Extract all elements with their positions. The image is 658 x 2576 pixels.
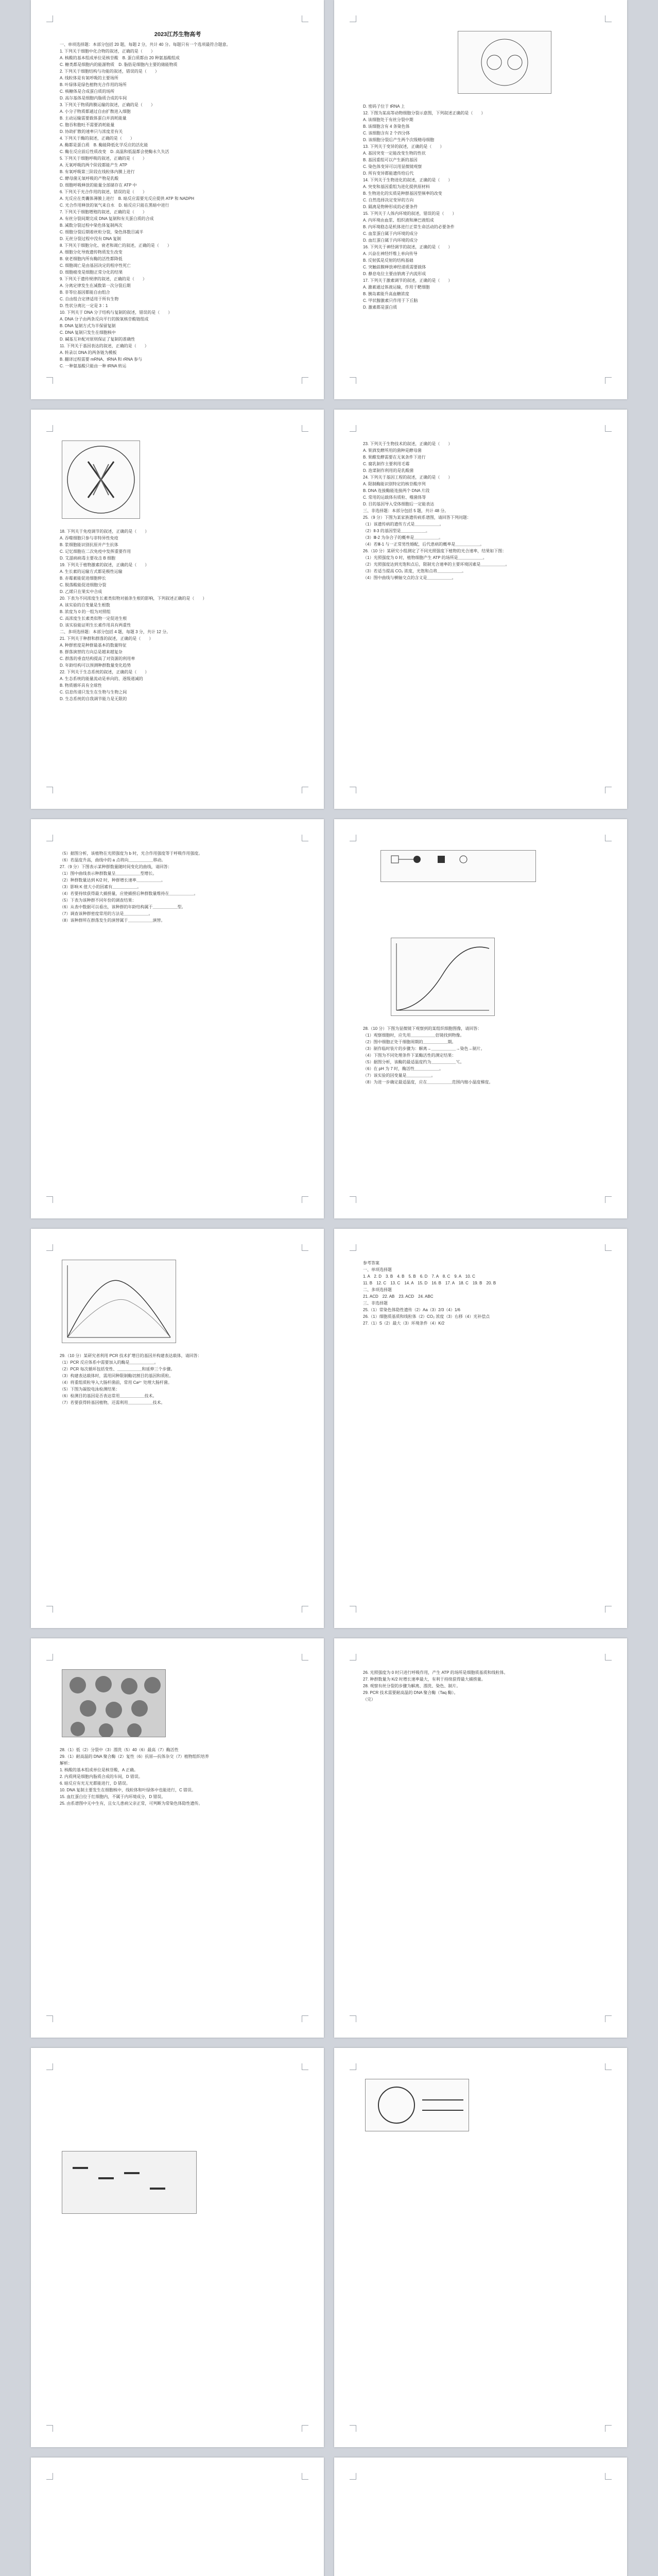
document-viewer — [31, 0, 627, 2576]
text-line: B. 反射弧是反射的结构基础 — [363, 258, 413, 263]
text-line: 21. 下列关于种群和群落的叙述，正确的是（ ） — [60, 636, 153, 641]
text-line: 一、单项选择题：本部分包括 20 题，每题 2 分，共计 40 分。每题只有一个选项最符合题意。 — [60, 42, 231, 47]
text-line: 23. 下列关于生物技术的叙述，正确的是（ ） — [363, 442, 453, 446]
text-line: 8. 下列关于细胞分化、衰老和凋亡的叙述，正确的是（ ） — [60, 243, 171, 248]
text-line: 22. 下列关于生态系统的叙述，正确的是（ ） — [60, 670, 149, 674]
plasmid-figure — [365, 2079, 469, 2131]
text-line: 28.（1）低（2）分裂中（3）漂洗（5）40（6）最高（7）酶活性 — [60, 1748, 179, 1752]
text-line: D. 目的基因导入受体细胞后一定能表达 — [363, 502, 435, 506]
text-line: B. 生物进化的实质是种群基因型频率的改变 — [363, 191, 442, 196]
text-line: 18. 下列关于免疫调节的叙述，正确的是（ ） — [60, 529, 149, 534]
page-4 — [334, 410, 627, 809]
text-line: C. 细胞分裂后期着丝粒分裂，染色体数目减半 — [60, 230, 144, 234]
text-line: D. 细胞癌变是细胞正常分化的结果 — [60, 270, 123, 275]
text-line: A. 基因突变一定能改变生物的性状 — [363, 151, 426, 156]
text-line: （7）该实验的因变量是＿＿＿＿＿＿。 — [363, 1073, 436, 1078]
text-line: D. 该实验能证明生长素作用具有两重性 — [60, 623, 131, 628]
text-line: 16. 下列关于神经调节的叙述，正确的是（ ） — [363, 245, 453, 249]
text-line: C. 染色体变异可以用显微镜观察 — [363, 164, 422, 169]
text-line: 2. 下列关于细胞结构与功能的叙述，错误的是（ ） — [60, 69, 159, 74]
text-line: 27.（1）S（2）最大（3）环境条件（4）K/2 — [363, 1321, 445, 1326]
text-line: （1）图中曲线表示种群数量呈＿＿＿＿＿＿型增长。 — [60, 871, 157, 876]
text-line: A. 种群密度是种群最基本的数量特征 — [60, 643, 127, 648]
text-line: B. 该细胞含有 4 条染色体 — [363, 124, 410, 129]
text-line: 27. 种群数量为 K/2 时增长速率最大，有利于持续获得最大捕捞量。 — [363, 1677, 486, 1682]
text-line: 21. ACD 22. AB 23. ACD 24. ABC — [363, 1294, 434, 1299]
text-line: D. 细胞呼吸释放的能量全部储存在 ATP 中 — [60, 183, 137, 188]
text-line: 26.（10 分）某研究小组测定了不同光照强度下植物的光合速率，结果如下图： — [363, 549, 507, 553]
text-line: （5）下图为凝胶电泳检测结果： — [60, 1387, 120, 1392]
text-line: （1）光照强度为 0 时，植物细胞产生 ATP 的场所是＿＿＿＿＿＿。 — [363, 555, 487, 560]
text-line: D. 激素都是蛋白质 — [363, 305, 397, 310]
text-line: 1. 核酸的基本组成单位是核苷酸，A 正确。 — [60, 1768, 138, 1772]
text-line: D. 生态系统的自我调节能力是无限的 — [60, 697, 127, 701]
text-line: B. 基因重组可以产生新的基因 — [363, 158, 418, 162]
text-line: 15. 血红蛋白位于红细胞内，不属于内环境成分，D 错误。 — [60, 1794, 166, 1799]
page-text — [60, 1352, 301, 1406]
text-line: 13. 下列关于变异的叙述，正确的是（ ） — [363, 144, 444, 149]
gel-electrophoresis-figure — [62, 2151, 197, 2214]
micrograph-figure — [62, 1669, 166, 1737]
text-line: （2）图中细胞正处于细胞周期的＿＿＿＿＿＿期。 — [363, 1040, 456, 1044]
text-line: （完） — [363, 1697, 375, 1702]
page-10 — [334, 1638, 627, 2038]
text-line: A. 兴奋在神经纤维上单向传导 — [363, 251, 418, 256]
text-line: D. 协助扩散的速率只与浓度差有关 — [60, 129, 123, 134]
text-line: C. 常用的运载体有质粒、噬菌体等 — [363, 495, 426, 500]
text-line: 24. 下列关于基因工程的叙述，正确的是（ ） — [363, 475, 453, 480]
text-line: C. 糖类都是细胞内的能源物质 D. 脂肪是细胞内主要的储能物质 — [60, 62, 178, 67]
text-line: B. 群落演替的方向总是越来越复杂 — [60, 650, 123, 654]
text-line: 25.（9 分）下图为某家族遗传病系谱图，请回答下列问题： — [363, 515, 471, 520]
text-line: A. 限制酶能识别特定的核苷酸序列 — [363, 482, 426, 486]
text-line: 二、多项选择题 — [363, 1287, 392, 1292]
page-2 — [334, 0, 627, 399]
text-line: B. DNA 连接酶能连接两个 DNA 片段 — [363, 488, 430, 493]
text-line: C. 高浓度生长素类似物一定促进生根 — [60, 616, 127, 621]
text-line: C. 记忆细胞在二次免疫中发挥重要作用 — [60, 549, 131, 554]
text-line: 一、单项选择题 — [363, 1267, 392, 1272]
text-line: （2）光照强度达到光饱和点后，限制光合速率的主要环境因素是＿＿＿＿＿＿。 — [363, 562, 510, 567]
text-line: 二、多项选择题：本部分包括 4 题，每题 3 分，共计 12 分。 — [60, 630, 171, 634]
text-line: B. 有氧呼吸第三阶段在线粒体内膜上进行 — [60, 170, 135, 174]
text-line: 9. 下列关于遗传规律的叙述，正确的是（ ） — [60, 277, 147, 281]
document-title: 2023江苏生物高考 — [154, 31, 201, 38]
text-line: B. 浓度为 0 的一组为对照组 — [60, 609, 111, 614]
page-14 — [334, 2458, 627, 2576]
text-line: （2）种群数量达到 K/2 时，种群增长速率＿＿＿＿＿＿。 — [60, 878, 165, 883]
text-line: 11. 下列关于基因表达的叙述，正确的是（ ） — [60, 344, 149, 348]
text-line: （4）将重组质粒导入大肠杆菌前，常用 Ca²⁺ 处理大肠杆菌。 — [60, 1380, 172, 1385]
text-line: （4）图中曲线与横轴交点的含义是＿＿＿＿＿＿。 — [363, 575, 456, 580]
text-line: 3. 下列关于物质跨膜运输的叙述，正确的是（ ） — [60, 103, 155, 107]
page-13 — [31, 2458, 324, 2576]
text-line: （8）为进一步确定最适温度，应在＿＿＿＿＿＿范围内缩小温度梯度。 — [363, 1080, 493, 1084]
text-line: 解析： — [60, 1761, 72, 1766]
page-5 — [31, 819, 324, 1218]
text-line: A. 激素通过体液运输，作用于靶细胞 — [363, 285, 430, 290]
page-11 — [31, 2048, 324, 2447]
text-line: 28.（10 分）下图为显微镜下观察到的某组织细胞图像，请回答： — [363, 1026, 482, 1031]
text-line: D. 乙烯只在果实中合成 — [60, 589, 102, 594]
text-line: D. 密码子位于 tRNA 上 — [363, 104, 405, 109]
text-line: A. 生态系统的能量流动是单向的、逐级递减的 — [60, 676, 143, 681]
text-line: 6. 下列关于光合作用的叙述，错误的是（ ） — [60, 190, 147, 194]
text-line: A. 该细胞处于有丝分裂中期 — [363, 117, 413, 122]
text-line: （4）若Ⅲ-1 与一正常男性婚配，后代患病的概率是＿＿＿＿＿＿。 — [363, 542, 484, 547]
text-line: D. 该细胞分裂后产生两个次级精母细胞 — [363, 138, 435, 142]
text-line: 25. 由系谱图中无中生有，且女儿患病父亲正常，可判断为常染色体隐性遗传。 — [60, 1801, 203, 1806]
text-line: A. 有丝分裂间期完成 DNA 复制和有关蛋白质的合成 — [60, 216, 154, 221]
text-line: （1）该遗传病的遗传方式是＿＿＿＿＿＿。 — [363, 522, 444, 527]
text-line: D. 碱基互补配对原则保证了复制的准确性 — [60, 337, 135, 342]
text-line: （3）构建表达载体时，需用同种限制酶切割目的基因和质粒。 — [60, 1374, 174, 1378]
text-line: C. 腐乳制作主要利用毛霉 — [363, 462, 410, 466]
text-line: 20. 下表为不同浓度生长素类似物对插条生根的影响，下列叙述正确的是（ ） — [60, 596, 207, 601]
page-7 — [31, 1229, 324, 1628]
text-line: B. 翻译过程需要 mRNA、tRNA 和 rRNA 参与 — [60, 357, 143, 362]
text-line: （3）Ⅲ-2 为杂合子的概率是＿＿＿＿＿＿。 — [363, 535, 443, 540]
text-line: C. 自由组合定律适用于所有生物 — [60, 297, 119, 301]
text-line: A. 吞噬细胞只参与非特异性免疫 — [60, 536, 118, 540]
text-line: D. 性状分离比一定是 3∶1 — [60, 303, 108, 308]
text-line: D. 隔离是物种形成的必要条件 — [363, 205, 418, 209]
text-line: （3）影响 K 值大小的因素有＿＿＿＿＿＿。 — [60, 885, 142, 889]
text-line: 29.（10 分）某研究者利用 PCR 技术扩增目的基因并构建表达载体，请回答： — [60, 1353, 202, 1358]
text-line: （5）据图分析，该植物在光照强度为 b 时，光合作用强度等于呼吸作用强度。 — [60, 851, 203, 856]
text-line: 29.（1）耐高温的 DNA 聚合酶（2）复性（6）抗原—抗体杂交（7）植物组织培养 — [60, 1754, 209, 1759]
text-line: 三、非选择题 — [363, 1301, 388, 1306]
text-line: （7）若要获得转基因植物，还需利用＿＿＿＿＿＿技术。 — [60, 1400, 165, 1405]
text-line: 29. PCR 技术需要耐高温的 DNA 聚合酶（Taq 酶）。 — [363, 1690, 458, 1695]
text-line: C. 自然选择决定变异的方向 — [363, 198, 414, 202]
page-text — [60, 528, 301, 702]
page-text — [60, 1747, 301, 1807]
text-line: 1. 下列关于细胞中化合物的叙述，正确的是（ ） — [60, 49, 155, 54]
text-line: A. 分离定律发生在减数第一次分裂后期 — [60, 283, 131, 288]
text-line: C. DNA 复制只发生在细胞核中 — [60, 330, 116, 335]
text-line: A. 果酒发酵所用的菌种是酵母菌 — [363, 448, 422, 453]
text-line: D. 泡菜制作利用的是乳酸菌 — [363, 468, 414, 473]
text-line: D. 静息电位主要由钠离子内流形成 — [363, 272, 426, 276]
page-text — [363, 103, 604, 311]
text-line: 17. 下列关于激素调节的叙述，正确的是（ ） — [363, 278, 453, 283]
text-line: A. 突变和基因重组为进化提供原材料 — [363, 184, 430, 189]
text-line: （6）在 pH 为 7 时，酶活性＿＿＿＿＿＿。 — [363, 1066, 444, 1071]
text-line: A. 核酸的基本组成单位是核苷酸 B. 蛋白质都由 20 种氨基酸组成 — [60, 56, 180, 60]
text-line: C. 一种氨基酸只能由一种 tRNA 转运 — [60, 364, 127, 368]
text-line: （4）下图为不同处理条件下某酶活性的测定结果： — [363, 1053, 456, 1058]
text-line: C. 胞吞和胞吐不需要消耗能量 — [60, 123, 115, 127]
text-line: C. 酵母菌无氧呼吸的产物是乳酸 — [60, 176, 119, 181]
text-line: 11. B 12. C 13. C 14. A 15. D 16. B 17. A 18. C 19. B 20. B — [363, 1281, 496, 1285]
text-line: （3）制作临时装片的步骤为：解离→＿＿＿＿＿＿→染色→制片。 — [363, 1046, 485, 1051]
text-line: A. 线粒体是有氧呼吸的主要场所 — [60, 76, 118, 80]
text-line: （2）PCR 每次循环包括变性、＿＿＿＿＿＿和延伸三个步骤。 — [60, 1367, 175, 1371]
pedigree-figure — [380, 850, 536, 882]
text-line: B. 胰岛素能升高血糖浓度 — [363, 292, 409, 296]
text-line: B. 衰老细胞内所有酶的活性都降低 — [60, 257, 123, 261]
text-line: A. 生长素的运输方式都是极性运输 — [60, 569, 123, 574]
text-line: B. 果醋发酵需要在无氧条件下进行 — [363, 455, 426, 460]
text-line: （6）若温度升高，曲线中的 a 点将向＿＿＿＿＿＿移动。 — [60, 858, 166, 862]
text-line: C. 血浆蛋白属于内环境的成分 — [363, 231, 418, 236]
text-line: （3）若适当提高 CO₂ 浓度，光饱和点将＿＿＿＿＿＿。 — [363, 569, 466, 573]
text-line: D. 年龄结构可以预测种群数量变化趋势 — [60, 663, 131, 668]
text-line: 10. 下列关于 DNA 分子结构与复制的叙述，错误的是（ ） — [60, 310, 172, 315]
text-line: 5. 下列关于细胞呼吸的叙述，正确的是（ ） — [60, 156, 147, 161]
text-line: （5）下表为该种群不同年份的调查结果： — [60, 898, 136, 903]
text-line: B. 主动运输需要载体蛋白并消耗能量 — [60, 116, 127, 121]
text-line: A. 无氧呼吸的两个阶段都能产生 ATP — [60, 163, 127, 167]
text-line: 7. 下列关于细胞增殖的叙述，正确的是（ ） — [60, 210, 147, 214]
text-line: 12. 下图为某高等动物细胞分裂示意图，下列叙述正确的是（ ） — [363, 111, 486, 115]
population-chart — [391, 938, 495, 1016]
text-line: （1）PCR 反应体系中需要加入的酶是＿＿＿＿＿＿。 — [60, 1360, 159, 1365]
text-line: B. 叶绿体是绿色植物光合作用的场所 — [60, 82, 127, 87]
text-line: D. 血红蛋白属于内环境的成分 — [363, 238, 418, 243]
text-line: （6）检测目的基因是否表达常用＿＿＿＿＿＿技术。 — [60, 1394, 157, 1398]
text-line: C. 脱落酸能促进细胞分裂 — [60, 583, 107, 587]
text-line: 6. 暗反应有光无光都能进行，D 错误。 — [60, 1781, 130, 1786]
text-line: C. 群落的垂直结构提高了对资源的利用率 — [60, 656, 135, 661]
text-line: D. 艾滋病病毒主要攻击 B 细胞 — [60, 556, 116, 561]
text-line: C. 光合作用释放的氧气来自水 D. 暗反应只能在黑暗中进行 — [60, 203, 169, 208]
text-line: B. 非等位基因都能自由组合 — [60, 290, 110, 295]
text-line: D. 所有变异都能遗传给后代 — [363, 171, 414, 176]
text-line: A. 转录以 DNA 的两条链为模板 — [60, 350, 117, 355]
page-text — [60, 850, 301, 924]
text-line: B. 浆细胞能识别抗原并产生抗体 — [60, 543, 118, 547]
page-text — [363, 1260, 604, 1327]
page-9 — [31, 1638, 324, 2038]
text-line: B. 内环境稳态是机体进行正常生命活动的必要条件 — [363, 225, 455, 229]
text-line: 25.（1）常染色体隐性遗传（2）Aa（3）2/3（4）1/6 — [363, 1308, 460, 1312]
text-line: （6）从表中数据可以看出，该种群的年龄结构属于＿＿＿＿＿＿型。 — [60, 905, 186, 909]
text-line: （7）调查该种群密度常用的方法是＿＿＿＿＿＿。 — [60, 911, 153, 916]
chromosome-figure — [458, 31, 551, 94]
page-text — [363, 1669, 604, 1703]
text-line: 参考答案 — [363, 1261, 379, 1265]
text-line: B. DNA 复制方式为半保留复制 — [60, 324, 116, 328]
page-text — [363, 440, 604, 581]
page-8 — [334, 1229, 627, 1628]
cell-division-figure — [62, 440, 140, 519]
page-1 — [31, 0, 324, 399]
text-line: A. 光反应在类囊体薄膜上进行 B. 暗反应需要光反应提供 ATP 和 NADPH — [60, 196, 195, 201]
page-3 — [31, 410, 324, 809]
text-line: C. 核糖体是合成蛋白质的场所 — [60, 89, 115, 94]
text-line: C. 细胞凋亡是由基因决定的程序性死亡 — [60, 263, 131, 268]
page-12 — [334, 2048, 627, 2447]
text-line: A. 酶都是蛋白质 B. 酶能降低化学反应的活化能 — [60, 143, 148, 147]
text-line: 28. 观察有丝分裂的步骤为解离、漂洗、染色、制片。 — [363, 1684, 461, 1688]
page-6 — [334, 819, 627, 1218]
text-line: A. 细胞分化导致遗传物质发生改变 — [60, 250, 123, 255]
text-line: 26. 光照强度为 0 时只进行呼吸作用，产生 ATP 的场所是细胞质基质和线粒体。 — [363, 1670, 508, 1675]
text-line: 4. 下列关于酶的叙述，正确的是（ ） — [60, 136, 134, 141]
text-line: 19. 下列关于植物激素的叙述，正确的是（ ） — [60, 563, 149, 567]
text-line: 14. 下列关于生物进化的叙述，正确的是（ ） — [363, 178, 453, 182]
text-line: （1）观察细胞时，应先用＿＿＿＿＿＿倍镜找到物像。 — [363, 1033, 464, 1038]
text-line: D. 高尔基体是细胞内脂质合成的车间 — [60, 96, 127, 100]
text-line: C. 信息传递只发生在生物与生物之间 — [60, 690, 127, 694]
text-line: C. 酶在反应前后性质改变 D. 高温和低温都会使酶永久失活 — [60, 149, 169, 154]
text-line: 10. DNA 复制主要发生在细胞核中，线粒体和叶绿体中也能进行，C 错误。 — [60, 1788, 196, 1792]
text-line: 2. 内质网是细胞内脂质合成的车间，D 错误。 — [60, 1774, 143, 1779]
text-line: A. 该实验的自变量是生根数 — [60, 603, 110, 607]
text-line: A. 内环境由血浆、组织液和淋巴液组成 — [363, 218, 434, 223]
enzyme-activity-chart — [62, 1260, 176, 1343]
text-line: C. 突触前膜释放神经递质需要载体 — [363, 265, 426, 269]
text-line: B. 物质循环具有全球性 — [60, 683, 102, 688]
page-text — [60, 41, 301, 369]
text-line: C. 该细胞含有 2 个四分体 — [363, 131, 410, 135]
text-line: C. 甲状腺激素只作用于下丘脑 — [363, 298, 418, 303]
text-line: A. DNA 分子由两条反向平行的脱氧核苷酸链组成 — [60, 317, 149, 321]
text-line: （4）若要持续获得最大捕捞量，应使捕捞后种群数量维持在＿＿＿＿＿＿。 — [60, 891, 198, 896]
text-line: B. 减数分裂过程中染色体复制两次 — [60, 223, 123, 228]
text-line: B. 赤霉素能促进细胞伸长 — [60, 576, 106, 581]
text-line: 26.（1）细胞质基质和线粒体（2）CO₂ 浓度（3）右移（4）光补偿点 — [363, 1314, 490, 1319]
text-line: （2）Ⅱ-3 的基因型是＿＿＿＿＿＿。 — [363, 529, 430, 533]
text-line: （5）据图分析，该酶的最适温度约为＿＿＿＿＿＿℃。 — [363, 1060, 464, 1064]
text-line: 三、非选择题：本部分包括 5 题，共计 48 分。 — [363, 509, 449, 513]
text-line: 27.（9 分）下图表示某种群数量随时间变化的曲线，请回答： — [60, 865, 172, 869]
text-line: （8）该种群所在群落发生的演替属于＿＿＿＿＿＿演替。 — [60, 918, 165, 923]
page-text — [363, 1025, 604, 1086]
text-line: D. 无丝分裂过程中没有 DNA 复制 — [60, 236, 122, 241]
text-line: 1. A 2. D 3. B 4. B 5. B 6. D 7. A 8. C 9. A 10. C — [363, 1274, 475, 1279]
text-line: 15. 下列关于人体内环境的叙述，错误的是（ ） — [363, 211, 457, 216]
text-line: A. 小分子物质都通过自由扩散进入细胞 — [60, 109, 131, 114]
